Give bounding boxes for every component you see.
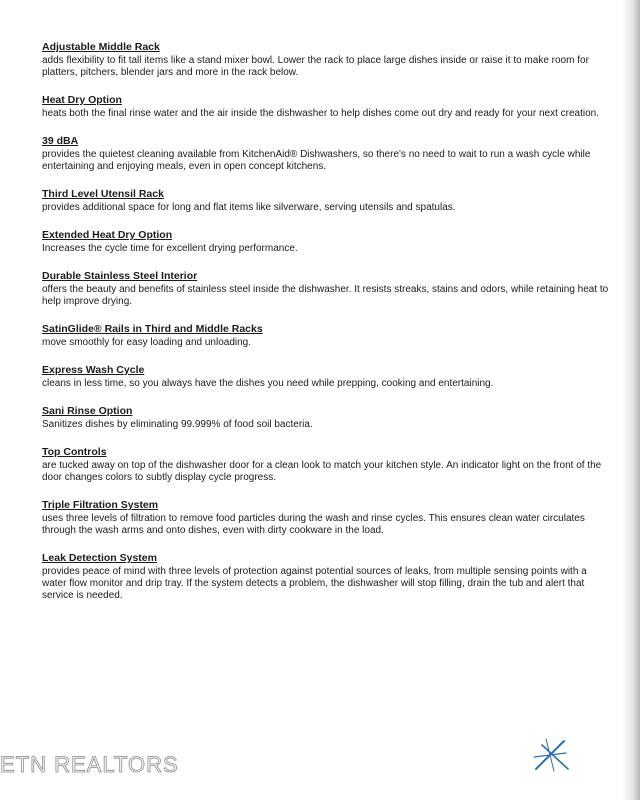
feature-description: provides the quietest cleaning available from KitchenAid® Dishwashers, so there's no need to wait to run a wash cycle while entertaining and enjoying meals, even in open concept kitchens. — [42, 149, 591, 172]
feature-description: provides peace of mind with three levels of protection against potential sources of leaks, from multiple sensing points with a water flow monitor and drip tray. If the system detects a problem, the dishwasher will stop filling, drain the tub and alert that service is needed. — [42, 566, 587, 601]
feature-title: Durable Stainless Steel Interior — [42, 270, 198, 282]
feature-title: Express Wash Cycle — [42, 364, 145, 376]
feature-title: Leak Detection System — [42, 552, 157, 564]
blue-star-x-logo-icon — [530, 735, 572, 773]
feature-item — [42, 401, 612, 431]
feature-title: Extended Heat Dry Option — [42, 229, 173, 241]
feature-description: are tucked away on top of the dishwasher door for a clean look to match your kitchen style. An indicator light on the front of the door changes colors to subtly display cycle progress. — [42, 460, 602, 483]
feature-item — [42, 442, 612, 484]
feature-description: Sanitizes dishes by eliminating 99.999% of food soil bacteria. — [42, 419, 313, 430]
feature-item — [42, 184, 612, 214]
feature-title: Sani Rinse Option — [42, 405, 133, 417]
feature-item — [42, 37, 612, 79]
feature-item — [42, 495, 612, 537]
page-edge-shadow — [622, 0, 640, 800]
feature-description: Increases the cycle time for excellent drying performance. — [42, 243, 298, 254]
feature-title: Heat Dry Option — [42, 94, 122, 106]
feature-title: Triple Filtration System — [42, 499, 159, 511]
feature-description: move smoothly for easy loading and unloading. — [42, 337, 252, 348]
feature-item — [42, 319, 612, 349]
feature-title: Third Level Utensil Rack — [42, 188, 164, 200]
feature-item — [42, 360, 612, 390]
feature-item — [42, 90, 612, 120]
feature-item — [42, 131, 612, 173]
feature-title: Adjustable Middle Rack — [42, 41, 160, 53]
feature-description: provides additional space for long and flat items like silverware, serving utensils and spatulas. — [42, 202, 456, 213]
feature-description: cleans in less time, so you always have the dishes you need while prepping, cooking and entertaining. — [42, 378, 494, 389]
feature-item — [42, 266, 612, 308]
feature-description: heats both the final rinse water and the air inside the dishwasher to help dishes come out dry and ready for your next creation. — [42, 108, 599, 119]
feature-title: 39 dBA — [42, 135, 79, 147]
feature-list — [42, 37, 612, 613]
feature-item — [42, 548, 612, 602]
watermark-text: ETN REALTORS — [0, 752, 179, 777]
feature-item — [42, 225, 612, 255]
feature-description: offers the beauty and benefits of stainless steel inside the dishwasher. It resists streaks, stains and odors, while retaining heat to help improve drying. — [42, 284, 609, 307]
feature-title: SatinGlide® Rails in Third and Middle Racks — [42, 323, 263, 335]
feature-description: uses three levels of filtration to remove food particles during the wash and rinse cycles. This ensures clean water circulates through the wash arms and onto dishes, even with dirty cookware in the load. — [42, 513, 585, 536]
feature-description: adds flexibility to fit tall items like a stand mixer bowl. Lower the rack to place large dishes inside or raise it to make room for platters, pitchers, blender jars and more in the rack below. — [42, 55, 589, 78]
feature-title: Top Controls — [42, 446, 107, 458]
